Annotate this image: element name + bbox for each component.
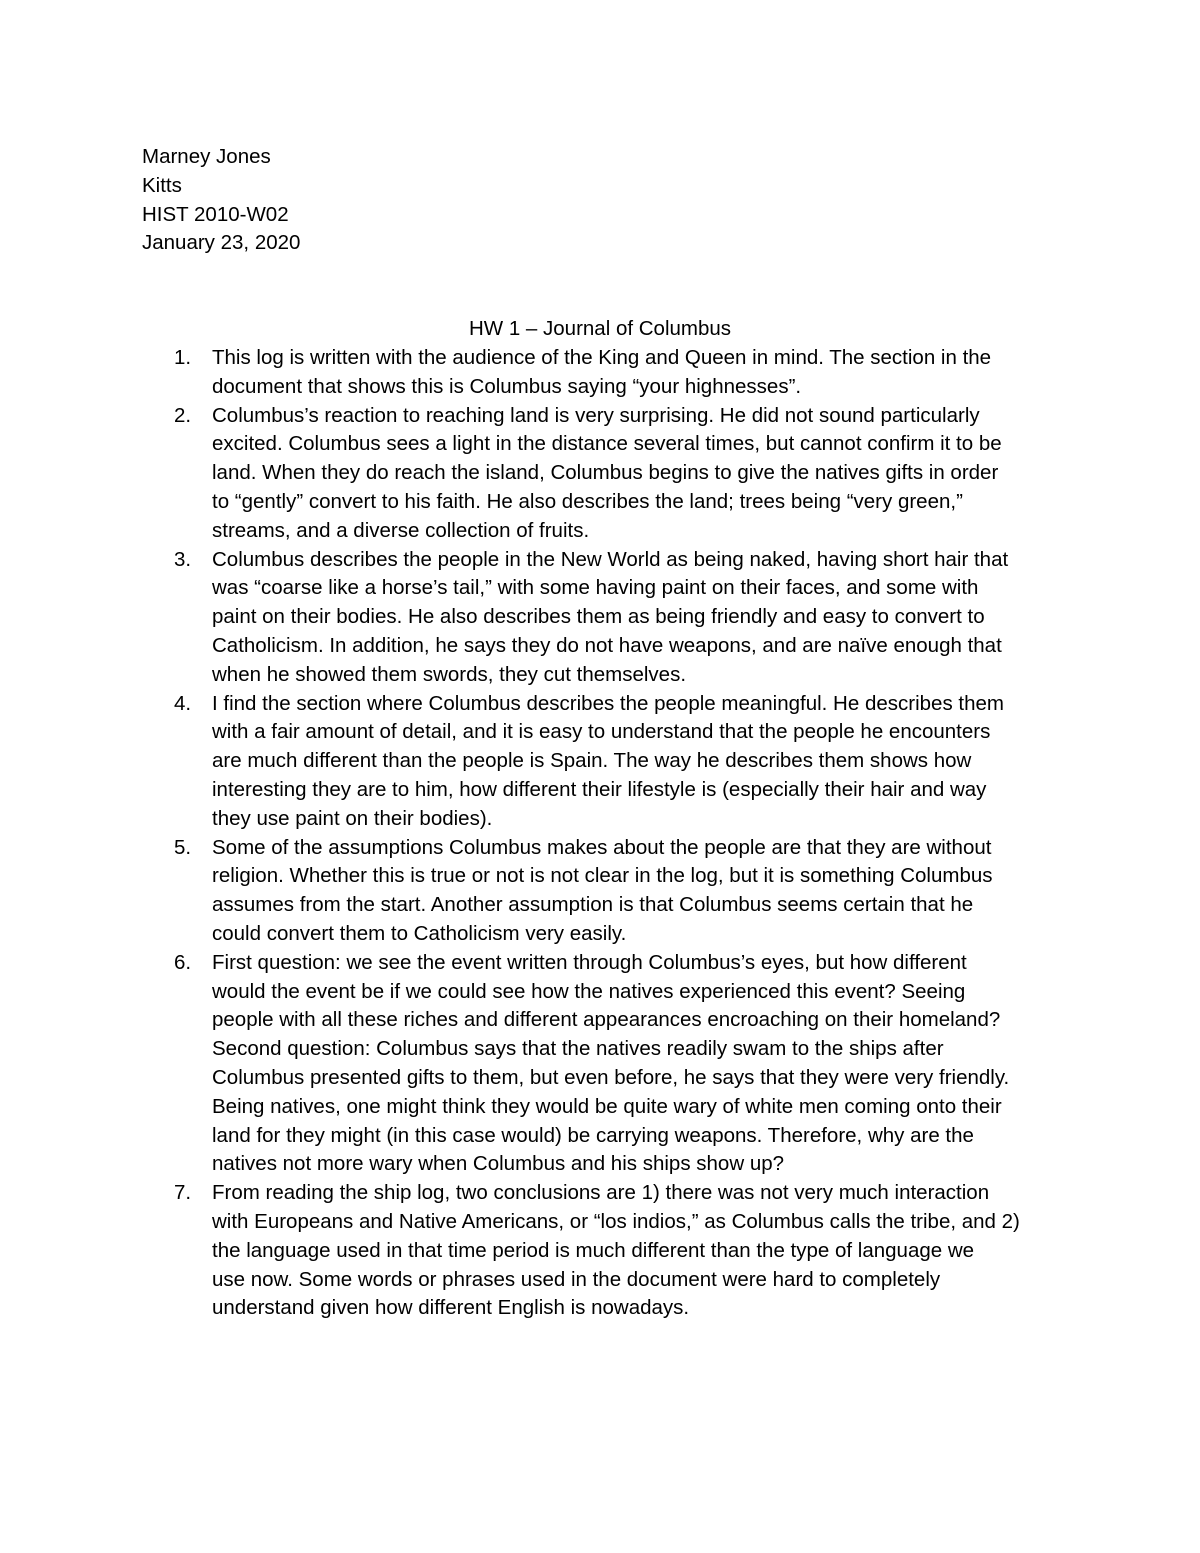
answer-item-5 bbox=[174, 834, 1064, 949]
answer-item-7 bbox=[174, 1179, 1064, 1323]
answer-item-4 bbox=[174, 690, 1064, 834]
answer-text-line: Columbus’s reaction to reaching land is very surprising. He did not sound particularly bbox=[212, 403, 980, 427]
answer-text-line: I find the section where Columbus describes the people meaningful. He describes them bbox=[212, 691, 1004, 715]
answer-text-line: interesting they are to him, how different their lifestyle is (especially their hair and way bbox=[212, 777, 987, 801]
student-name: Marney Jones bbox=[142, 145, 271, 168]
answer-text-line: document that shows this is Columbus saying “your highnesses”. bbox=[212, 374, 802, 398]
answer-text-line: streams, and a diverse collection of fruits. bbox=[212, 518, 590, 542]
answer-number: 2. bbox=[174, 403, 192, 427]
answer-text-line: with a fair amount of detail, and it is easy to understand that the people he encounters bbox=[212, 720, 991, 744]
answer-text-line: excited. Columbus sees a light in the distance several times, but cannot confirm it to be bbox=[212, 432, 1002, 456]
answer-number: 1. bbox=[174, 346, 192, 369]
answer-text-line: when he showed them swords, they cut themselves. bbox=[212, 662, 687, 686]
answer-text-line: paint on their bodies. He also describes them as being friendly and easy to convert to bbox=[212, 605, 985, 629]
answer-text-line: the language used in that time period is much different than the type of language we bbox=[212, 1238, 975, 1262]
instructor-name: Kitts bbox=[142, 173, 182, 197]
header-block bbox=[142, 143, 300, 258]
answer-text-line: Second question: Columbus says that the natives readily swam to the ships after bbox=[212, 1037, 944, 1061]
answer-text-line: First question: we see the event written through Columbus’s eyes, but how different bbox=[212, 950, 967, 974]
answer-text-line: natives not more wary when Columbus and his ships show up? bbox=[212, 1152, 785, 1176]
answer-text-line: This log is written with the audience of the King and Queen in mind. The section in the bbox=[212, 346, 992, 369]
answer-text-line: Some of the assumptions Columbus makes about the people are that they are without bbox=[212, 835, 992, 859]
answer-item-1 bbox=[174, 344, 1064, 402]
answer-text-line: to “gently” convert to his faith. He also describes the land; trees being “very green,” bbox=[212, 489, 963, 513]
answer-item-2 bbox=[174, 402, 1064, 546]
answer-text-line: could convert them to Catholicism very easily. bbox=[212, 921, 627, 945]
answer-text-line: understand given how different English is nowadays. bbox=[212, 1296, 690, 1320]
answer-number: 7. bbox=[174, 1181, 192, 1205]
answer-text-line: land for they might (in this case would) be carrying weapons. Therefore, why are the bbox=[212, 1123, 974, 1147]
answer-text-line: would the event be if we could see how the natives experienced this event? Seeing bbox=[212, 979, 966, 1003]
answer-text-line: they use paint on their bodies). bbox=[212, 806, 493, 830]
answer-text-line: Being natives, one might think they would be quite wary of white men coming onto their bbox=[212, 1094, 1002, 1118]
answer-text-line: religion. Whether this is true or not is not clear in the log, but it is something Columbus bbox=[212, 864, 993, 888]
assignment-date: January 23, 2020 bbox=[142, 231, 301, 255]
answer-text-line: Catholicism. In addition, he says they do not have weapons, and are naïve enough that bbox=[212, 633, 1002, 657]
answer-text-line: Columbus presented gifts to them, but even before, he says that they were very friendly. bbox=[212, 1065, 1010, 1089]
answer-text-line: assumes from the start. Another assumption is that Columbus seems certain that he bbox=[212, 893, 974, 917]
answer-text-line: people with all these riches and different appearances encroaching on their homeland? bbox=[212, 1008, 1001, 1032]
answers-list bbox=[174, 344, 1064, 1323]
answer-text-line: land. When they do reach the island, Columbus begins to give the natives gifts in order bbox=[212, 461, 999, 485]
answer-number: 5. bbox=[174, 835, 192, 859]
answer-text-line: From reading the ship log, two conclusions are 1) there was not very much interaction bbox=[212, 1181, 990, 1205]
answer-item-6 bbox=[174, 949, 1064, 1179]
answer-text-line: Columbus describes the people in the New World as being naked, having short hair that bbox=[212, 547, 1009, 571]
answer-text-line: with Europeans and Native Americans, or “los indios,” as Columbus calls the tribe, and 2) bbox=[212, 1209, 1020, 1233]
course-code: HIST 2010-W02 bbox=[142, 202, 289, 226]
answer-text-line: was “coarse like a horse’s tail,” with some having paint on their faces, and some with bbox=[212, 576, 979, 600]
answer-item-3 bbox=[174, 546, 1064, 690]
answer-text-line: are much different than the people is Spain. The way he describes them shows how bbox=[212, 749, 972, 773]
answer-text-line: use now. Some words or phrases used in the document were hard to completely bbox=[212, 1267, 941, 1291]
assignment-title: HW 1 – Journal of Columbus bbox=[468, 317, 732, 340]
answer-number: 6. bbox=[174, 950, 192, 974]
answer-number: 4. bbox=[174, 691, 192, 715]
answer-number: 3. bbox=[174, 547, 192, 571]
